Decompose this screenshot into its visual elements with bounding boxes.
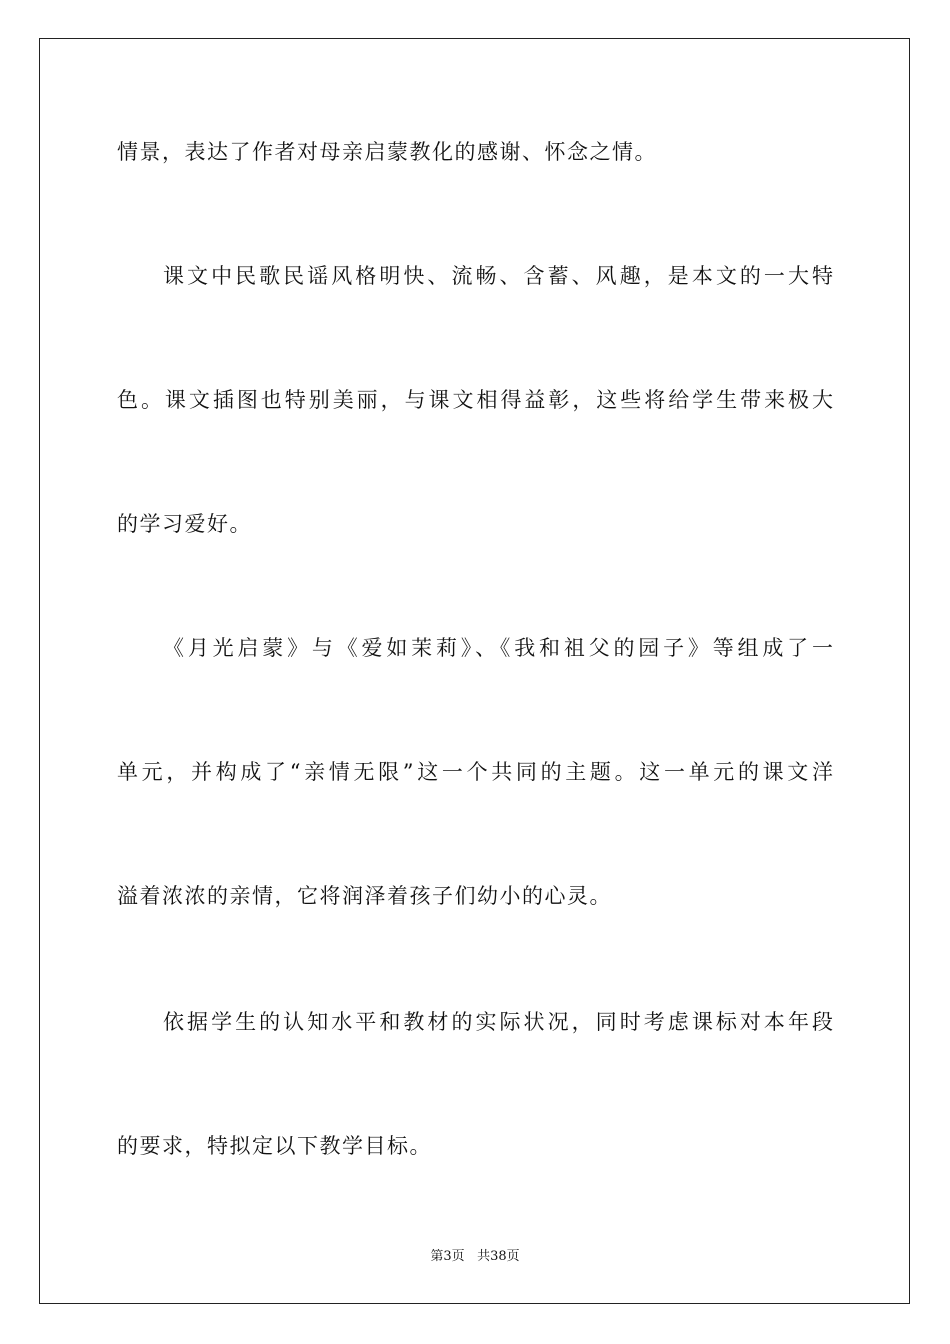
- paragraph-line-1: 情景，表达了作者对母亲启蒙教化的感谢、怀念之情。: [117, 140, 657, 164]
- paragraph-line-5: 《月光启蒙》与《爱如茉莉》、《我和祖父的园子》等组成了一: [163, 636, 833, 660]
- paragraph-line-9: 的要求，特拟定以下教学目标。: [117, 1134, 432, 1158]
- total-pages: 共38页: [477, 1249, 520, 1264]
- page-number: 第3页: [430, 1249, 465, 1264]
- paragraph-line-2: 课文中民歌民谣风格明快、流畅、含蓄、风趣，是本文的一大特: [163, 264, 833, 288]
- paragraph-line-4: 的学习爱好。: [117, 512, 252, 536]
- page-border: [39, 38, 910, 1304]
- paragraph-line-7: 溢着浓浓的亲情，它将润泽着孩子们幼小的心灵。: [117, 884, 612, 908]
- paragraph-line-3: 色。课文插图也特别美丽，与课文相得益彰，这些将给学生带来极大: [117, 388, 833, 412]
- page-footer: [0, 1248, 950, 1266]
- paragraph-line-6: 单元，并构成了“亲情无限”这一个共同的主题。这一单元的课文洋: [117, 760, 833, 784]
- paragraph-line-8: 依据学生的认知水平和教材的实际状况，同时考虑课标对本年段: [163, 1010, 833, 1034]
